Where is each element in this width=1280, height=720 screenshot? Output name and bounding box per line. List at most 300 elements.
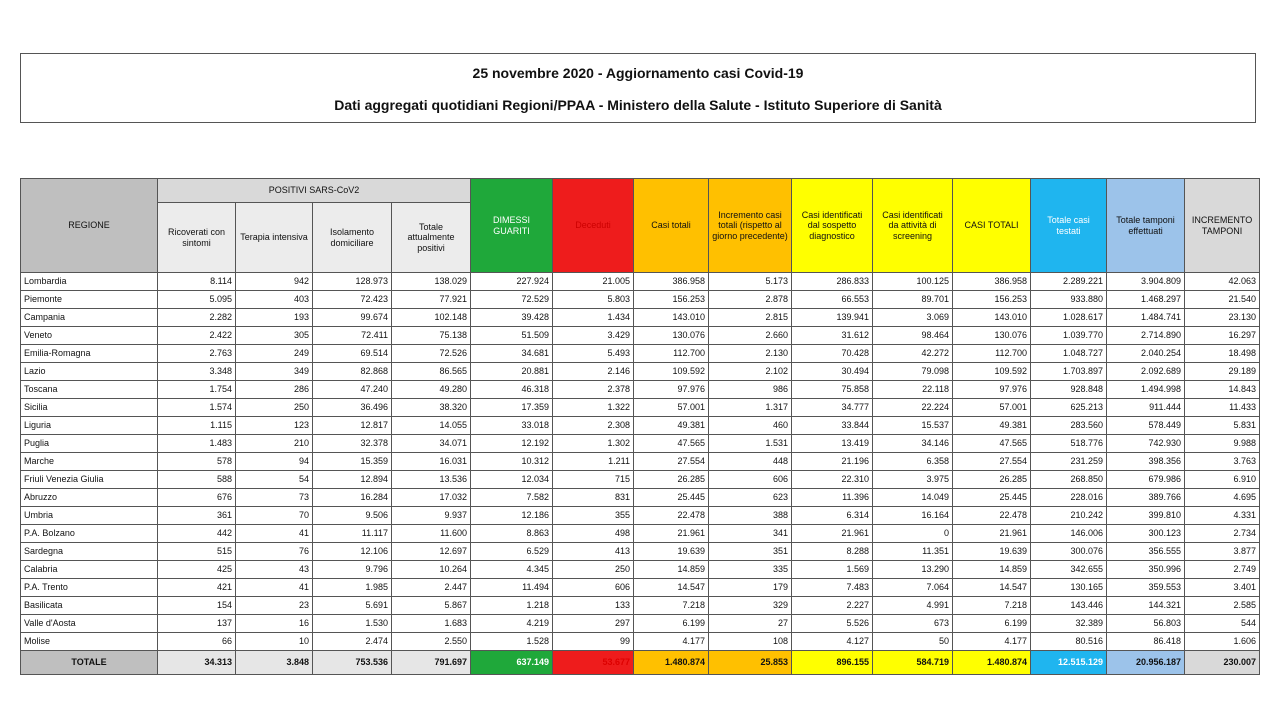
value-cell: 154 bbox=[158, 597, 236, 615]
value-cell: 1.468.297 bbox=[1107, 291, 1185, 309]
value-cell: 57.001 bbox=[634, 399, 709, 417]
value-cell: 139.941 bbox=[792, 309, 873, 327]
value-cell: 50 bbox=[873, 633, 953, 651]
value-cell: 9.796 bbox=[313, 561, 392, 579]
header-deceduti: Deceduti bbox=[553, 179, 634, 273]
value-cell: 32.389 bbox=[1031, 615, 1107, 633]
table-body bbox=[21, 273, 1260, 675]
covid-data-table bbox=[20, 178, 1260, 675]
region-name-cell: Toscana bbox=[21, 381, 158, 399]
value-cell: 2.474 bbox=[313, 633, 392, 651]
value-cell: 1.028.617 bbox=[1031, 309, 1107, 327]
table-row bbox=[21, 435, 1260, 453]
region-name-cell: Abruzzo bbox=[21, 489, 158, 507]
value-cell: 75.138 bbox=[392, 327, 471, 345]
value-cell: 36.496 bbox=[313, 399, 392, 417]
value-cell: 676 bbox=[158, 489, 236, 507]
value-cell: 2.422 bbox=[158, 327, 236, 345]
value-cell: 130.165 bbox=[1031, 579, 1107, 597]
value-cell: 715 bbox=[553, 471, 634, 489]
value-cell: 3.763 bbox=[1185, 453, 1260, 471]
value-cell: 1.606 bbox=[1185, 633, 1260, 651]
value-cell: 11.600 bbox=[392, 525, 471, 543]
value-cell: 11.117 bbox=[313, 525, 392, 543]
value-cell: 14.547 bbox=[953, 579, 1031, 597]
value-cell: 109.592 bbox=[634, 363, 709, 381]
value-cell: 578 bbox=[158, 453, 236, 471]
value-cell: 2.308 bbox=[553, 417, 634, 435]
region-name-cell: P.A. Trento bbox=[21, 579, 158, 597]
value-cell: 227.924 bbox=[471, 273, 553, 291]
value-cell: 72.529 bbox=[471, 291, 553, 309]
value-cell: 421 bbox=[158, 579, 236, 597]
value-cell: 128.973 bbox=[313, 273, 392, 291]
table-row bbox=[21, 489, 1260, 507]
value-cell: 3.429 bbox=[553, 327, 634, 345]
value-cell: 156.253 bbox=[634, 291, 709, 309]
value-cell: 4.695 bbox=[1185, 489, 1260, 507]
header-casi-totali-2: CASI TOTALI bbox=[953, 179, 1031, 273]
value-cell: 0 bbox=[873, 525, 953, 543]
value-cell: 3.975 bbox=[873, 471, 953, 489]
value-cell: 72.411 bbox=[313, 327, 392, 345]
header-incremento-casi: Incremento casi totali (rispetto al giorno precedente) bbox=[709, 179, 792, 273]
region-name-cell: Puglia bbox=[21, 435, 158, 453]
value-cell: 2.146 bbox=[553, 363, 634, 381]
value-cell: 2.447 bbox=[392, 579, 471, 597]
value-cell: 133 bbox=[553, 597, 634, 615]
total-value-cell: 53.677 bbox=[553, 651, 634, 675]
value-cell: 329 bbox=[709, 597, 792, 615]
value-cell: 27 bbox=[709, 615, 792, 633]
value-cell: 14.547 bbox=[634, 579, 709, 597]
region-name-cell: Lombardia bbox=[21, 273, 158, 291]
value-cell: 210.242 bbox=[1031, 507, 1107, 525]
value-cell: 72.423 bbox=[313, 291, 392, 309]
value-cell: 12.697 bbox=[392, 543, 471, 561]
value-cell: 442 bbox=[158, 525, 236, 543]
value-cell: 268.850 bbox=[1031, 471, 1107, 489]
value-cell: 3.348 bbox=[158, 363, 236, 381]
value-cell: 1.322 bbox=[553, 399, 634, 417]
value-cell: 742.930 bbox=[1107, 435, 1185, 453]
value-cell: 11.396 bbox=[792, 489, 873, 507]
value-cell: 21.540 bbox=[1185, 291, 1260, 309]
value-cell: 250 bbox=[553, 561, 634, 579]
value-cell: 5.867 bbox=[392, 597, 471, 615]
value-cell: 21.961 bbox=[792, 525, 873, 543]
value-cell: 4.177 bbox=[634, 633, 709, 651]
value-cell: 21.196 bbox=[792, 453, 873, 471]
value-cell: 16.284 bbox=[313, 489, 392, 507]
value-cell: 76 bbox=[236, 543, 313, 561]
value-cell: 94 bbox=[236, 453, 313, 471]
value-cell: 30.494 bbox=[792, 363, 873, 381]
value-cell: 20.881 bbox=[471, 363, 553, 381]
table-row bbox=[21, 633, 1260, 651]
value-cell: 2.749 bbox=[1185, 561, 1260, 579]
value-cell: 57.001 bbox=[953, 399, 1031, 417]
value-cell: 361 bbox=[158, 507, 236, 525]
report-title-box bbox=[20, 53, 1256, 123]
value-cell: 356.555 bbox=[1107, 543, 1185, 561]
value-cell: 413 bbox=[553, 543, 634, 561]
value-cell: 14.055 bbox=[392, 417, 471, 435]
total-value-cell: 1.480.874 bbox=[634, 651, 709, 675]
value-cell: 1.531 bbox=[709, 435, 792, 453]
value-cell: 97.976 bbox=[953, 381, 1031, 399]
value-cell: 34.777 bbox=[792, 399, 873, 417]
header-dimessi-guariti: DIMESSI GUARITI bbox=[471, 179, 553, 273]
value-cell: 193 bbox=[236, 309, 313, 327]
value-cell: 49.280 bbox=[392, 381, 471, 399]
value-cell: 77.921 bbox=[392, 291, 471, 309]
value-cell: 10.312 bbox=[471, 453, 553, 471]
value-cell: 3.069 bbox=[873, 309, 953, 327]
header-totale-positivi: Totale attualmente positivi bbox=[392, 203, 471, 273]
value-cell: 14.049 bbox=[873, 489, 953, 507]
value-cell: 2.092.689 bbox=[1107, 363, 1185, 381]
value-cell: 29.189 bbox=[1185, 363, 1260, 381]
value-cell: 33.844 bbox=[792, 417, 873, 435]
value-cell: 73 bbox=[236, 489, 313, 507]
value-cell: 942 bbox=[236, 273, 313, 291]
value-cell: 108 bbox=[709, 633, 792, 651]
value-cell: 986 bbox=[709, 381, 792, 399]
region-name-cell: Valle d'Aosta bbox=[21, 615, 158, 633]
value-cell: 389.766 bbox=[1107, 489, 1185, 507]
value-cell: 98.464 bbox=[873, 327, 953, 345]
value-cell: 231.259 bbox=[1031, 453, 1107, 471]
header-ricoverati: Ricoverati con sintomi bbox=[158, 203, 236, 273]
value-cell: 673 bbox=[873, 615, 953, 633]
value-cell: 460 bbox=[709, 417, 792, 435]
value-cell: 5.831 bbox=[1185, 417, 1260, 435]
value-cell: 13.536 bbox=[392, 471, 471, 489]
value-cell: 22.310 bbox=[792, 471, 873, 489]
value-cell: 33.018 bbox=[471, 417, 553, 435]
value-cell: 335 bbox=[709, 561, 792, 579]
value-cell: 12.106 bbox=[313, 543, 392, 561]
value-cell: 19.639 bbox=[634, 543, 709, 561]
value-cell: 80.516 bbox=[1031, 633, 1107, 651]
value-cell: 625.213 bbox=[1031, 399, 1107, 417]
value-cell: 16.031 bbox=[392, 453, 471, 471]
table-row bbox=[21, 399, 1260, 417]
value-cell: 7.218 bbox=[634, 597, 709, 615]
table-row bbox=[21, 453, 1260, 471]
region-name-cell: Lazio bbox=[21, 363, 158, 381]
value-cell: 51.509 bbox=[471, 327, 553, 345]
value-cell: 1.683 bbox=[392, 615, 471, 633]
value-cell: 16.164 bbox=[873, 507, 953, 525]
value-cell: 8.863 bbox=[471, 525, 553, 543]
value-cell: 10.264 bbox=[392, 561, 471, 579]
total-value-cell: 25.853 bbox=[709, 651, 792, 675]
value-cell: 41 bbox=[236, 525, 313, 543]
header-incremento-tamponi: INCREMENTO TAMPONI bbox=[1185, 179, 1260, 273]
value-cell: 86.418 bbox=[1107, 633, 1185, 651]
value-cell: 156.253 bbox=[953, 291, 1031, 309]
value-cell: 26.285 bbox=[953, 471, 1031, 489]
value-cell: 1.483 bbox=[158, 435, 236, 453]
value-cell: 6.314 bbox=[792, 507, 873, 525]
value-cell: 112.700 bbox=[953, 345, 1031, 363]
value-cell: 228.016 bbox=[1031, 489, 1107, 507]
total-value-cell: 637.149 bbox=[471, 651, 553, 675]
value-cell: 5.691 bbox=[313, 597, 392, 615]
value-cell: 12.034 bbox=[471, 471, 553, 489]
table-row bbox=[21, 363, 1260, 381]
value-cell: 2.734 bbox=[1185, 525, 1260, 543]
value-cell: 7.064 bbox=[873, 579, 953, 597]
value-cell: 350.996 bbox=[1107, 561, 1185, 579]
value-cell: 13.419 bbox=[792, 435, 873, 453]
value-cell: 359.553 bbox=[1107, 579, 1185, 597]
value-cell: 42.063 bbox=[1185, 273, 1260, 291]
value-cell: 544 bbox=[1185, 615, 1260, 633]
value-cell: 12.186 bbox=[471, 507, 553, 525]
total-value-cell: 3.848 bbox=[236, 651, 313, 675]
value-cell: 49.381 bbox=[953, 417, 1031, 435]
value-cell: 6.199 bbox=[634, 615, 709, 633]
value-cell: 4.331 bbox=[1185, 507, 1260, 525]
header-casi-screening: Casi identificati da attività di screening bbox=[873, 179, 953, 273]
value-cell: 8.114 bbox=[158, 273, 236, 291]
value-cell: 425 bbox=[158, 561, 236, 579]
totals-label: TOTALE bbox=[21, 651, 158, 675]
value-cell: 2.714.890 bbox=[1107, 327, 1185, 345]
value-cell: 1.530 bbox=[313, 615, 392, 633]
value-cell: 518.776 bbox=[1031, 435, 1107, 453]
value-cell: 17.032 bbox=[392, 489, 471, 507]
value-cell: 102.148 bbox=[392, 309, 471, 327]
value-cell: 5.493 bbox=[553, 345, 634, 363]
value-cell: 97.976 bbox=[634, 381, 709, 399]
total-value-cell: 753.536 bbox=[313, 651, 392, 675]
value-cell: 56.803 bbox=[1107, 615, 1185, 633]
value-cell: 12.817 bbox=[313, 417, 392, 435]
table-row bbox=[21, 561, 1260, 579]
value-cell: 23 bbox=[236, 597, 313, 615]
value-cell: 47.565 bbox=[634, 435, 709, 453]
total-value-cell: 230.007 bbox=[1185, 651, 1260, 675]
value-cell: 10 bbox=[236, 633, 313, 651]
value-cell: 210 bbox=[236, 435, 313, 453]
value-cell: 351 bbox=[709, 543, 792, 561]
value-cell: 9.937 bbox=[392, 507, 471, 525]
value-cell: 6.910 bbox=[1185, 471, 1260, 489]
header-positivi-group: POSITIVI SARS-CoV2 bbox=[158, 179, 471, 203]
region-name-cell: Basilicata bbox=[21, 597, 158, 615]
value-cell: 11.351 bbox=[873, 543, 953, 561]
value-cell: 2.815 bbox=[709, 309, 792, 327]
value-cell: 4.991 bbox=[873, 597, 953, 615]
value-cell: 388 bbox=[709, 507, 792, 525]
table-row bbox=[21, 543, 1260, 561]
value-cell: 23.130 bbox=[1185, 309, 1260, 327]
value-cell: 2.378 bbox=[553, 381, 634, 399]
value-cell: 38.320 bbox=[392, 399, 471, 417]
value-cell: 69.514 bbox=[313, 345, 392, 363]
value-cell: 300.123 bbox=[1107, 525, 1185, 543]
value-cell: 498 bbox=[553, 525, 634, 543]
value-cell: 831 bbox=[553, 489, 634, 507]
value-cell: 1.048.727 bbox=[1031, 345, 1107, 363]
value-cell: 9.506 bbox=[313, 507, 392, 525]
value-cell: 342.655 bbox=[1031, 561, 1107, 579]
value-cell: 16 bbox=[236, 615, 313, 633]
table-row bbox=[21, 579, 1260, 597]
value-cell: 47.565 bbox=[953, 435, 1031, 453]
value-cell: 34.146 bbox=[873, 435, 953, 453]
value-cell: 66.553 bbox=[792, 291, 873, 309]
header-casi-sospetto: Casi identificati dal sospetto diagnostico bbox=[792, 179, 873, 273]
region-name-cell: Emilia-Romagna bbox=[21, 345, 158, 363]
value-cell: 398.356 bbox=[1107, 453, 1185, 471]
value-cell: 2.282 bbox=[158, 309, 236, 327]
value-cell: 21.005 bbox=[553, 273, 634, 291]
value-cell: 19.639 bbox=[953, 543, 1031, 561]
value-cell: 21.961 bbox=[634, 525, 709, 543]
value-cell: 27.554 bbox=[953, 453, 1031, 471]
value-cell: 1.754 bbox=[158, 381, 236, 399]
value-cell: 2.585 bbox=[1185, 597, 1260, 615]
region-name-cell: P.A. Bolzano bbox=[21, 525, 158, 543]
value-cell: 1.218 bbox=[471, 597, 553, 615]
value-cell: 515 bbox=[158, 543, 236, 561]
value-cell: 49.381 bbox=[634, 417, 709, 435]
value-cell: 297 bbox=[553, 615, 634, 633]
value-cell: 249 bbox=[236, 345, 313, 363]
value-cell: 82.868 bbox=[313, 363, 392, 381]
region-name-cell: Marche bbox=[21, 453, 158, 471]
value-cell: 130.076 bbox=[953, 327, 1031, 345]
header-casi-totali: Casi totali bbox=[634, 179, 709, 273]
value-cell: 349 bbox=[236, 363, 313, 381]
value-cell: 679.986 bbox=[1107, 471, 1185, 489]
value-cell: 18.498 bbox=[1185, 345, 1260, 363]
region-name-cell: Piemonte bbox=[21, 291, 158, 309]
value-cell: 32.378 bbox=[313, 435, 392, 453]
header-isolamento: Isolamento domiciliare bbox=[313, 203, 392, 273]
value-cell: 399.810 bbox=[1107, 507, 1185, 525]
value-cell: 72.526 bbox=[392, 345, 471, 363]
value-cell: 99.674 bbox=[313, 309, 392, 327]
value-cell: 143.010 bbox=[953, 309, 1031, 327]
value-cell: 1.569 bbox=[792, 561, 873, 579]
value-cell: 79.098 bbox=[873, 363, 953, 381]
value-cell: 15.359 bbox=[313, 453, 392, 471]
table-row bbox=[21, 615, 1260, 633]
value-cell: 9.988 bbox=[1185, 435, 1260, 453]
total-value-cell: 791.697 bbox=[392, 651, 471, 675]
value-cell: 138.029 bbox=[392, 273, 471, 291]
value-cell: 2.130 bbox=[709, 345, 792, 363]
value-cell: 22.478 bbox=[634, 507, 709, 525]
region-name-cell: Friuli Venezia Giulia bbox=[21, 471, 158, 489]
totals-row bbox=[21, 651, 1260, 675]
table-row bbox=[21, 309, 1260, 327]
value-cell: 47.240 bbox=[313, 381, 392, 399]
value-cell: 4.345 bbox=[471, 561, 553, 579]
value-cell: 41 bbox=[236, 579, 313, 597]
value-cell: 16.297 bbox=[1185, 327, 1260, 345]
value-cell: 911.444 bbox=[1107, 399, 1185, 417]
value-cell: 386.958 bbox=[634, 273, 709, 291]
total-value-cell: 34.313 bbox=[158, 651, 236, 675]
region-name-cell: Veneto bbox=[21, 327, 158, 345]
header-totale-tamponi: Totale tamponi effettuati bbox=[1107, 179, 1185, 273]
value-cell: 12.192 bbox=[471, 435, 553, 453]
value-cell: 123 bbox=[236, 417, 313, 435]
value-cell: 17.359 bbox=[471, 399, 553, 417]
value-cell: 1.115 bbox=[158, 417, 236, 435]
value-cell: 1.317 bbox=[709, 399, 792, 417]
region-name-cell: Calabria bbox=[21, 561, 158, 579]
value-cell: 21.961 bbox=[953, 525, 1031, 543]
value-cell: 1.434 bbox=[553, 309, 634, 327]
value-cell: 66 bbox=[158, 633, 236, 651]
value-cell: 43 bbox=[236, 561, 313, 579]
value-cell: 130.076 bbox=[634, 327, 709, 345]
value-cell: 34.071 bbox=[392, 435, 471, 453]
value-cell: 4.177 bbox=[953, 633, 1031, 651]
value-cell: 250 bbox=[236, 399, 313, 417]
value-cell: 34.681 bbox=[471, 345, 553, 363]
value-cell: 300.076 bbox=[1031, 543, 1107, 561]
value-cell: 14.859 bbox=[634, 561, 709, 579]
value-cell: 22.118 bbox=[873, 381, 953, 399]
value-cell: 7.582 bbox=[471, 489, 553, 507]
total-value-cell: 20.956.187 bbox=[1107, 651, 1185, 675]
value-cell: 2.878 bbox=[709, 291, 792, 309]
value-cell: 1.494.998 bbox=[1107, 381, 1185, 399]
total-value-cell: 12.515.129 bbox=[1031, 651, 1107, 675]
value-cell: 5.526 bbox=[792, 615, 873, 633]
value-cell: 99 bbox=[553, 633, 634, 651]
region-name-cell: Sardegna bbox=[21, 543, 158, 561]
value-cell: 31.612 bbox=[792, 327, 873, 345]
value-cell: 6.199 bbox=[953, 615, 1031, 633]
value-cell: 54 bbox=[236, 471, 313, 489]
value-cell: 89.701 bbox=[873, 291, 953, 309]
value-cell: 109.592 bbox=[953, 363, 1031, 381]
value-cell: 606 bbox=[709, 471, 792, 489]
header-regione: REGIONE bbox=[21, 179, 158, 273]
value-cell: 7.483 bbox=[792, 579, 873, 597]
value-cell: 3.401 bbox=[1185, 579, 1260, 597]
header-terapia-intensiva: Terapia intensiva bbox=[236, 203, 313, 273]
region-name-cell: Molise bbox=[21, 633, 158, 651]
header-totale-casi-testati: Totale casi testati bbox=[1031, 179, 1107, 273]
value-cell: 12.894 bbox=[313, 471, 392, 489]
value-cell: 22.224 bbox=[873, 399, 953, 417]
value-cell: 386.958 bbox=[953, 273, 1031, 291]
value-cell: 2.763 bbox=[158, 345, 236, 363]
value-cell: 143.010 bbox=[634, 309, 709, 327]
table-row bbox=[21, 327, 1260, 345]
value-cell: 3.877 bbox=[1185, 543, 1260, 561]
value-cell: 144.321 bbox=[1107, 597, 1185, 615]
value-cell: 5.803 bbox=[553, 291, 634, 309]
value-cell: 70.428 bbox=[792, 345, 873, 363]
table-row bbox=[21, 381, 1260, 399]
value-cell: 26.285 bbox=[634, 471, 709, 489]
value-cell: 1.302 bbox=[553, 435, 634, 453]
value-cell: 11.433 bbox=[1185, 399, 1260, 417]
value-cell: 578.449 bbox=[1107, 417, 1185, 435]
